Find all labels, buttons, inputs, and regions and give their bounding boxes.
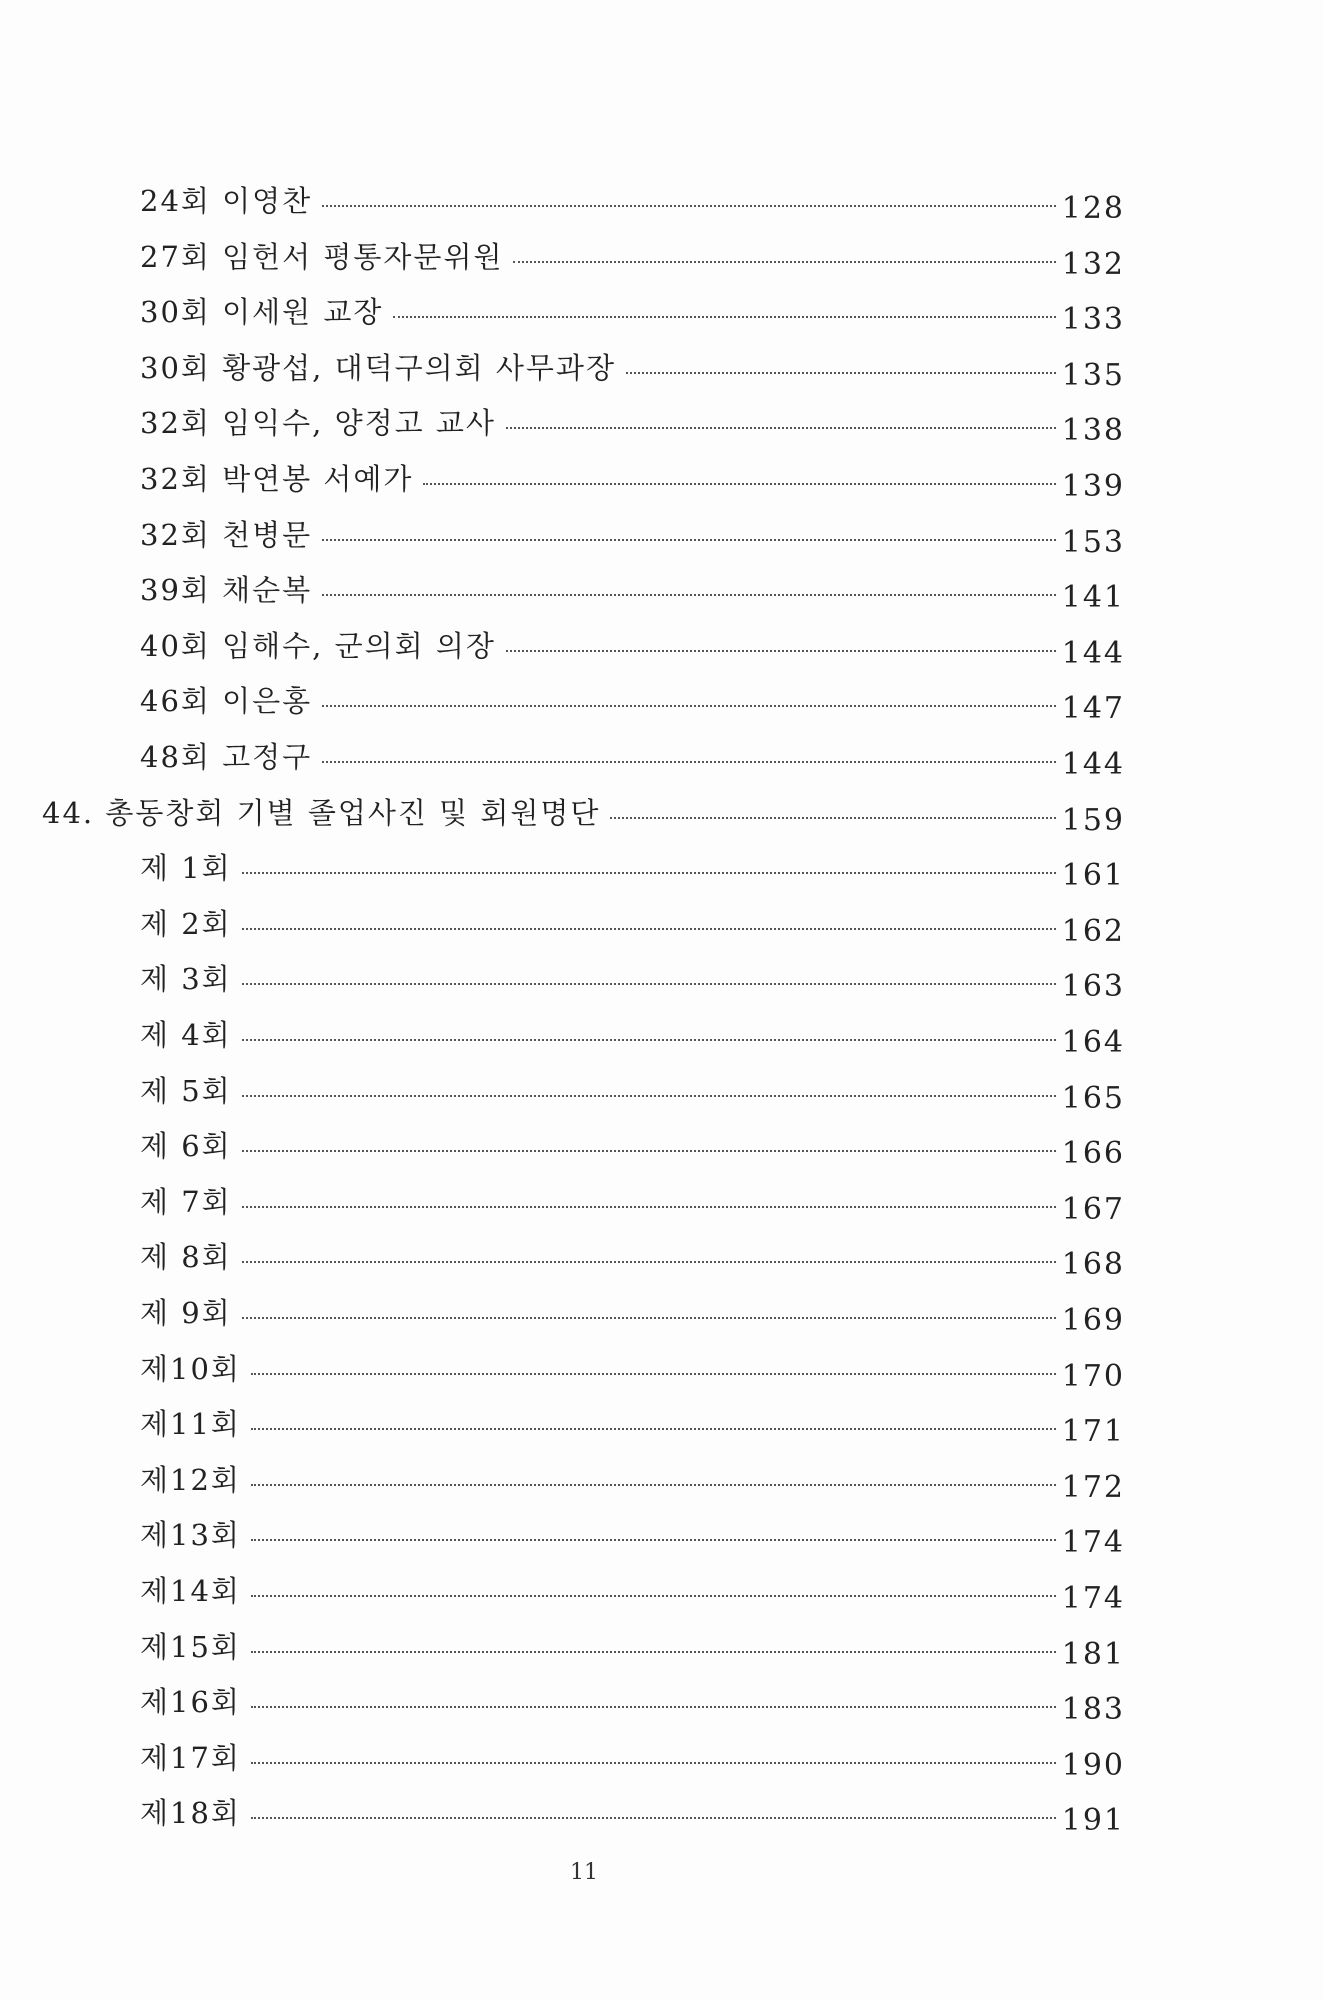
dot-leader — [506, 427, 1056, 429]
dot-leader — [322, 705, 1056, 707]
toc-entry-page: 183 — [1061, 1692, 1125, 1728]
dot-leader — [251, 1817, 1056, 1819]
toc-entry-page: 135 — [1061, 357, 1125, 393]
toc-entry-label: 제 6회 — [140, 1129, 232, 1164]
dot-leader — [423, 483, 1055, 485]
toc-entry-page: 166 — [1061, 1136, 1125, 1172]
page-number: 11 — [570, 1860, 598, 1885]
dot-leader — [610, 817, 1055, 819]
toc-entry — [140, 898, 1125, 949]
toc-entry-label: 48회 고정구 — [140, 740, 313, 774]
toc-entry-page: 161 — [1061, 858, 1125, 894]
toc-entry-label: 제10회 — [140, 1351, 241, 1386]
toc-entry — [140, 564, 1125, 616]
toc-entry-label: 제13회 — [140, 1518, 241, 1553]
toc-entry — [140, 175, 1125, 226]
dot-leader — [242, 1317, 1056, 1319]
toc-entry-page: 190 — [1061, 1747, 1125, 1783]
toc-entry — [140, 1454, 1125, 1505]
toc-entry — [140, 453, 1125, 504]
toc-entry-page: 181 — [1061, 1636, 1125, 1672]
toc-entry-label: 제16회 — [140, 1685, 241, 1720]
dot-leader — [242, 1095, 1056, 1097]
toc-entry-label: 32회 천병문 — [140, 517, 313, 552]
toc-entry — [140, 1120, 1125, 1172]
toc-entry-label: 제 4회 — [140, 1018, 232, 1052]
toc-entry-page: 144 — [1061, 635, 1125, 671]
toc-entry — [140, 1398, 1125, 1450]
dot-leader — [322, 205, 1056, 207]
toc-entry-page: 174 — [1061, 1525, 1125, 1561]
toc-entry — [140, 1065, 1125, 1116]
dot-leader — [242, 928, 1056, 930]
dot-leader — [513, 261, 1055, 263]
dot-leader — [242, 1150, 1056, 1152]
dot-leader — [626, 372, 1056, 374]
toc-entry-label: 제 9회 — [140, 1296, 232, 1330]
toc-entry — [140, 1676, 1125, 1728]
toc-entry — [140, 1009, 1125, 1060]
toc-entry-page: 170 — [1061, 1358, 1125, 1394]
toc-entry-label: 제18회 — [140, 1796, 241, 1831]
toc-entry-page: 138 — [1061, 413, 1125, 449]
toc-entry-page: 174 — [1061, 1581, 1125, 1616]
toc-entry — [140, 397, 1125, 449]
toc-entry-label: 24회 이영찬 — [140, 184, 313, 218]
toc-entry-page: 168 — [1061, 1247, 1125, 1283]
toc-entry-label: 제12회 — [140, 1462, 241, 1497]
toc-section-heading — [42, 787, 1125, 838]
toc-entry-label: 제 5회 — [140, 1073, 232, 1108]
toc-entry-label: 제 2회 — [140, 906, 232, 941]
toc-entry — [140, 1787, 1125, 1839]
toc-entry-label: 제14회 — [140, 1574, 241, 1608]
dot-leader — [251, 1706, 1056, 1708]
toc-entry-label: 제17회 — [140, 1740, 241, 1775]
toc-entry-label: 제11회 — [140, 1407, 241, 1442]
toc-entry — [140, 842, 1125, 894]
dot-leader — [506, 650, 1056, 652]
toc-entry — [140, 1231, 1125, 1283]
toc-entry-page: 163 — [1061, 969, 1125, 1005]
dot-leader — [242, 983, 1056, 985]
toc-entry-page: 132 — [1061, 246, 1125, 282]
toc-entry-page: 139 — [1061, 469, 1125, 504]
toc-entry-label: 제 7회 — [140, 1184, 232, 1219]
dot-leader — [242, 872, 1056, 874]
toc-entry — [140, 1732, 1125, 1783]
toc-entry — [140, 1343, 1125, 1394]
toc-entry-page: 169 — [1061, 1303, 1125, 1338]
toc-entry-label: 제15회 — [140, 1629, 241, 1664]
toc-entry-page: 141 — [1061, 580, 1125, 616]
toc-entry-label: 32회 임익수, 양정고 교사 — [140, 406, 496, 441]
toc-entry-label: 39회 채순복 — [140, 573, 313, 608]
dot-leader — [242, 1261, 1056, 1263]
dot-leader — [242, 1039, 1056, 1041]
toc-entry-page: 172 — [1061, 1469, 1125, 1505]
toc-entry-label: 46회 이은홍 — [140, 684, 313, 719]
toc-entry-label: 제 1회 — [140, 851, 232, 886]
toc-entry — [140, 620, 1125, 671]
toc-entry — [140, 731, 1125, 782]
toc-entry-page: 165 — [1061, 1080, 1125, 1116]
dot-leader — [251, 1428, 1056, 1430]
toc-entry-page: 167 — [1061, 1191, 1125, 1227]
toc-entry-page: 128 — [1061, 191, 1125, 226]
toc-entry-label: 32회 박연봉 서예가 — [140, 462, 414, 496]
dot-leader — [251, 1595, 1056, 1597]
toc-entry — [140, 1565, 1125, 1616]
toc-entry-page: 153 — [1061, 524, 1125, 560]
dot-leader — [251, 1651, 1056, 1653]
toc-entry-label: 제 8회 — [140, 1240, 232, 1275]
toc-entry — [140, 675, 1125, 727]
toc-entry-page: 144 — [1061, 747, 1125, 782]
toc-entry-page: 159 — [1061, 802, 1125, 838]
toc-entry — [140, 342, 1125, 393]
toc-entry — [140, 1287, 1125, 1338]
dot-leader — [251, 1539, 1056, 1541]
toc-entry-page: 171 — [1061, 1414, 1125, 1450]
toc-entry-label: 제 3회 — [140, 962, 232, 997]
dot-leader — [251, 1484, 1056, 1486]
toc-entry — [140, 509, 1125, 560]
toc-entry — [140, 953, 1125, 1005]
dot-leader — [322, 594, 1056, 596]
dot-leader — [322, 761, 1056, 763]
toc-entry — [140, 231, 1125, 282]
toc-entry-label: 30회 황광섭, 대덕구의회 사무과장 — [140, 350, 616, 385]
toc-entry-label: 30회 이세원 교장 — [140, 295, 384, 330]
toc-entry — [140, 286, 1125, 338]
toc-entry-label: 27회 임헌서 평통자문위원 — [140, 239, 504, 274]
toc-entry — [140, 1621, 1125, 1672]
dot-leader — [251, 1373, 1056, 1375]
toc-entry — [140, 1176, 1125, 1227]
dot-leader — [393, 316, 1055, 318]
dot-leader — [242, 1206, 1056, 1208]
toc-entry-label: 40회 임해수, 군의회 의장 — [140, 628, 496, 663]
toc-entry-page: 147 — [1061, 691, 1125, 727]
toc-entry-page: 164 — [1061, 1025, 1125, 1060]
dot-leader — [251, 1762, 1056, 1764]
dot-leader — [322, 539, 1056, 541]
toc-entry-label: 44. 총동창회 기별 졸업사진 및 회원명단 — [42, 795, 601, 830]
toc-entry-page: 162 — [1061, 913, 1125, 949]
toc-entry — [140, 1509, 1125, 1561]
toc-entry-page: 133 — [1061, 302, 1125, 338]
toc-entry-page: 191 — [1061, 1803, 1125, 1839]
